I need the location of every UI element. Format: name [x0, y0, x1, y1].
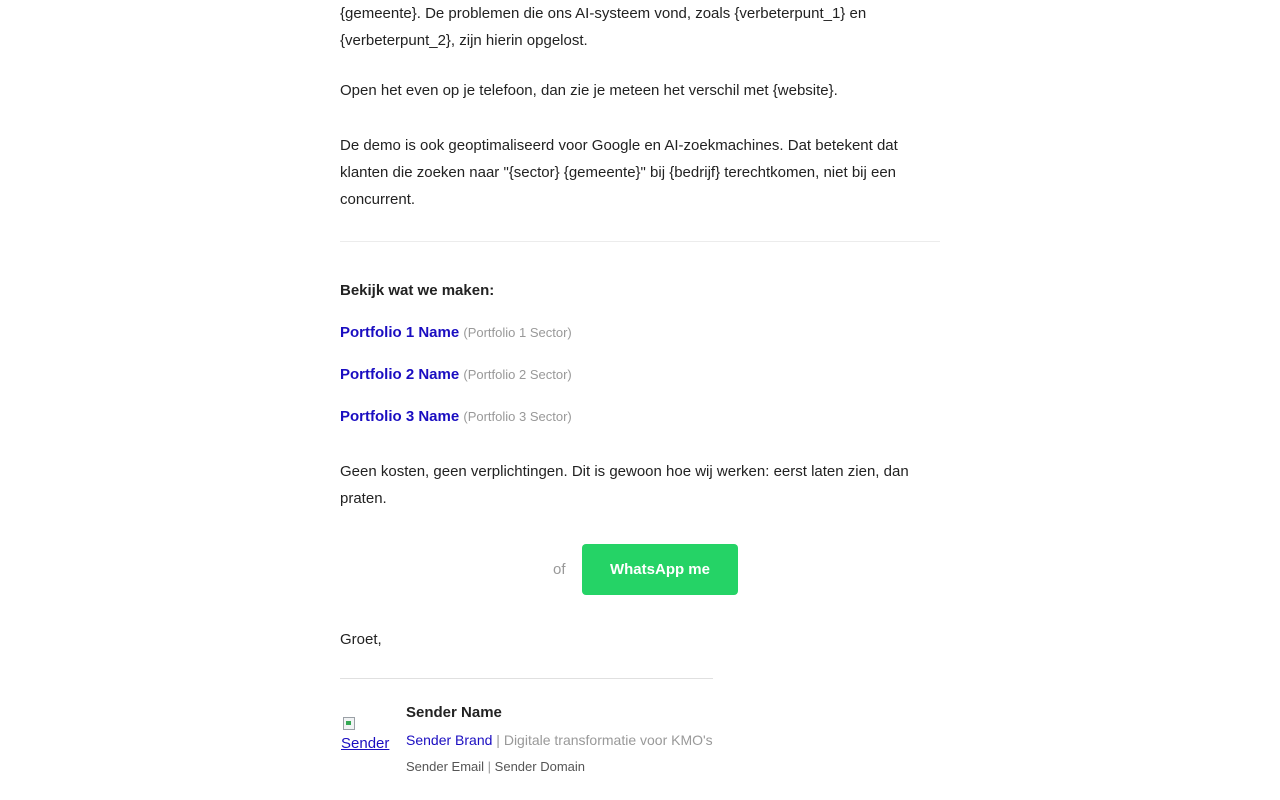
portfolio-item	[340, 323, 572, 343]
sender-email[interactable]: Sender Email	[406, 759, 485, 774]
sender-tagline: Digitale transformatie voor KMO's	[503, 732, 713, 748]
sender-avatar[interactable]	[340, 716, 392, 756]
cta-row	[340, 544, 940, 595]
paragraph-problems-solved: {gemeente}. De problemen die ons AI-systeem vond, zoals {verbeterpunt_1} en {verbeterpunt_2}, zijn hierin opgelost.	[340, 5, 867, 49]
portfolio-link[interactable]: Portfolio 1 Name	[340, 324, 460, 341]
sender-avatar-link[interactable]: Sender	[341, 735, 390, 752]
sender-name: Sender Name	[406, 704, 502, 721]
portfolio-sector: (Portfolio 2 Sector)	[463, 367, 572, 382]
portfolio-sector: (Portfolio 1 Sector)	[463, 325, 572, 340]
cta-or-label: of	[553, 561, 566, 578]
greeting: Groet,	[340, 631, 382, 648]
portfolio-item	[340, 407, 572, 427]
broken-image-icon	[342, 716, 356, 730]
sender-brand-line	[406, 730, 713, 750]
whatsapp-button[interactable]: WhatsApp me	[582, 544, 738, 595]
paragraph-no-costs: Geen kosten, geen verplichtingen. Dit is gewoon hoe wij werken: eerst laten zien, dan praten.	[340, 463, 909, 507]
paragraph-seo-optimized: De demo is ook geoptimaliseerd voor Google en AI-zoekmachines. Dat betekent dat klanten die zoeken naar "{sector} {gemeente}" bij {bedrijf} terechtkomen, niet bij een concurrent.	[340, 137, 898, 208]
paragraph-open-on-phone: Open het even op je telefoon, dan zie je meteen het verschil met {website}.	[340, 82, 838, 99]
portfolio-item	[340, 365, 572, 385]
signature-divider	[340, 678, 713, 679]
portfolio-link[interactable]: Portfolio 2 Name	[340, 366, 460, 383]
sender-brand-link[interactable]: Sender Brand	[406, 732, 493, 748]
portfolio-sector: (Portfolio 3 Sector)	[463, 409, 572, 424]
portfolio-link[interactable]: Portfolio 3 Name	[340, 408, 460, 425]
separator: |	[487, 759, 495, 774]
portfolio-heading: Bekijk wat we maken:	[340, 282, 495, 299]
sender-domain[interactable]: Sender Domain	[494, 759, 585, 774]
sender-contact-line	[406, 758, 585, 776]
section-divider	[340, 241, 940, 242]
separator: |	[496, 732, 504, 748]
